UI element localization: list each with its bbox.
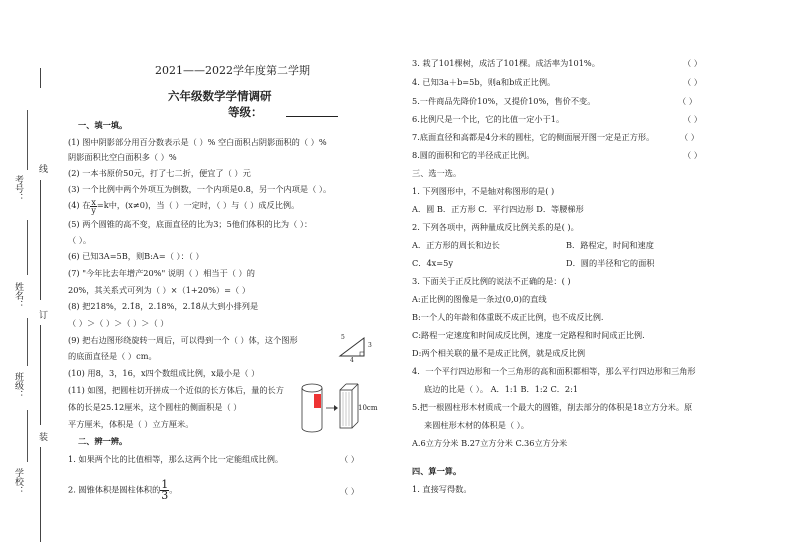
judge-question-2 xyxy=(68,480,178,501)
page-title: 六年级数学学情调研 xyxy=(168,89,272,103)
choice-3-option-d: D:两个相关联的量不是成正比例，就是成反比例 xyxy=(412,348,586,358)
class-label: 班级： xyxy=(13,372,23,399)
calc-question-1: 1. 直接写得数。 xyxy=(412,484,472,494)
seal-label: 线 xyxy=(37,164,47,173)
question-11-line-c: 平方厘米，体积是（ ）立方厘米。 xyxy=(68,419,194,429)
question-1-line-a: (1) 图中阴影部分用百分数表示是（ ）% 空白面积占阴影面积的（ ）% xyxy=(68,137,327,147)
judge-question-2-post: 。 xyxy=(169,484,178,495)
question-7-line-b: 20%，其关系式可列为（ ）×（1+20%）=（ ） xyxy=(68,285,251,295)
question-4-pre: (4) 在 xyxy=(68,200,91,210)
judge-question-2-pre: 2. 圆锥体积是圆柱体积的 xyxy=(68,484,161,495)
binding-line xyxy=(40,68,41,88)
question-5-line-a: (5) 两个圆锥的高不变，底面直径的比为3；5他们体积的比为（ ）： xyxy=(68,219,313,229)
question-11-line-b: 体的长是25.12厘米，这个圆柱的侧面积是（ ） xyxy=(68,402,242,412)
binding-margin xyxy=(0,0,58,558)
triangle-side-label-c: 4 xyxy=(350,357,354,364)
choice-1-options: A．圆 B．正方形 C．平行四边形 D．等腰梯形 xyxy=(412,204,584,214)
question-3: (3) 一个比例中两个外项互为倒数，一个内项是0.8，另一个内项是（ ）。 xyxy=(68,184,332,194)
question-2: (2) 一本书原价50元，打了七二折，便宜了（ ）元 xyxy=(68,168,251,178)
judge-question-1: 1. 如果两个比的比值相等，那么这两个比一定能组成比例。 xyxy=(68,454,284,464)
choice-question-1: 1. 下列图形中，不是轴对称图形的是( ) xyxy=(412,186,555,196)
class-blank[interactable] xyxy=(27,318,28,366)
school-blank[interactable] xyxy=(27,410,28,462)
judge-question-4: 4. 已知3a＋b=5b，则a和b成正比例。 xyxy=(412,77,556,87)
term-heading: 2021——2022学年度第二学期 xyxy=(155,64,310,77)
question-7-line-a: (7) "今年比去年增产20%" 说明（ ）相当于（ ）的 xyxy=(68,268,255,278)
fraction-denominator: y xyxy=(91,205,96,215)
question-9-line-b: 的底面直径是（ ）cm。 xyxy=(68,351,157,361)
triangle-side-label-a: 5 xyxy=(341,334,345,341)
exam-no-blank[interactable] xyxy=(27,110,28,170)
question-10: (10) 用8，3，16，x四个数组成比例，x最小是（ ） xyxy=(68,368,260,378)
choice-question-5-line-b: 来圆柱形木材的体积是（ ）。 xyxy=(424,420,529,430)
judge-question-8: 8.圆的面积和它的半径成正比例。 xyxy=(412,150,535,160)
name-label: 姓名： xyxy=(13,282,23,309)
fraction-one-third xyxy=(160,480,169,501)
choice-2-option-d: D．圆的半径和它的面积 xyxy=(566,258,655,268)
question-9-line-a: (9) 把右边图形绕旋转一周后，可以得到一个（ ）体，这个图形 xyxy=(68,335,298,345)
name-blank[interactable] xyxy=(27,220,28,275)
judge-question-6: 6.比例尺是一个比，它的比值一定小于1。 xyxy=(412,114,565,124)
choice-question-4-line-b: 底边的比是（ ）。 A．1:1 B．1:2 C．2:1 xyxy=(424,384,579,394)
question-1-line-b: 阴影面积比空白面积多（ ）% xyxy=(68,152,177,162)
fraction-denominator: 3 xyxy=(161,489,169,502)
choice-question-4-line-a: 4．一个平行四边形和一个三角形的高和面积都相等，那么平行四边形和三角形 xyxy=(412,366,696,376)
question-4-post: =k中，(x≠0)，当（ ）一定时，（ ）与（ ）成反比例。 xyxy=(96,200,300,210)
question-4 xyxy=(68,198,299,214)
fold-label: 装 xyxy=(37,432,47,441)
right-angle-mark xyxy=(360,352,364,356)
choice-3-option-a: A:正比例的图像是一条过(0,0)的直线 xyxy=(412,294,547,304)
cuboid-edge xyxy=(352,422,358,428)
school-label: 学校： xyxy=(13,468,23,495)
binding-line xyxy=(40,447,41,542)
choice-question-3: 3. 下面关于正反比例的说法不正确的是：( ) xyxy=(412,276,571,286)
exam-no-label: 考号： xyxy=(13,175,23,202)
binding-line xyxy=(40,325,41,425)
judge-answer-7[interactable]: （ ） xyxy=(680,132,699,142)
cuboid-edge xyxy=(352,384,358,390)
choice-question-5-line-a: 5.把一根圆柱形木材质成一个最大的圆锥，削去部分的体积是18立方分米。原 xyxy=(412,402,693,412)
choice-2-option-b: B．路程定，时间和速度 xyxy=(566,240,654,250)
section-4-heading: 四、算一算。 xyxy=(412,466,462,476)
judge-question-3: 3. 栽了101棵树，成活了101棵。成活率为101%。 xyxy=(412,58,600,68)
cylinder-top xyxy=(302,384,322,392)
question-8-line-a: (8) 把218%，2.1̇8，2.18%，2.1̇8̇从大到小排列是 xyxy=(68,301,259,311)
judge-answer-8[interactable]: （ ） xyxy=(683,150,702,160)
choice-3-option-b: B:一个人的年龄和体重既不成正比例，也不成反比例. xyxy=(412,312,604,322)
judge-answer-2[interactable]: （ ） xyxy=(340,486,359,496)
cut-highlight xyxy=(314,394,321,408)
judge-question-7: 7.底面直径和高都是4分米的圆柱，它的侧面展开图一定是正方形。 xyxy=(412,132,655,142)
choice-2-option-c: C．4x=5y xyxy=(412,258,453,268)
cylinder-height-label: 10cm xyxy=(358,404,378,412)
bind-label: 订 xyxy=(37,310,47,319)
choice-question-2: 2. 下列各项中，两种量成反比例关系的是( )。 xyxy=(412,222,579,232)
choice-3-option-c: C:路程一定速度和时间成反比例，速度一定路程和时间成正比例. xyxy=(412,330,645,340)
cuboid-edge xyxy=(340,384,346,390)
grade-label: 等级： xyxy=(228,105,263,119)
section-2-heading: 二、辨一辨。 xyxy=(78,436,128,446)
cylinder-bottom xyxy=(302,428,322,432)
question-8-line-b: （ ）＞（ ）＞（ ）＞（ ） xyxy=(68,318,169,328)
binding-line xyxy=(40,180,41,300)
judge-answer-4[interactable]: （ ） xyxy=(683,77,702,87)
choice-2-option-a: A．正方形的周长和边长 xyxy=(412,240,500,250)
question-6: (6) 已知3A=5B，则B:A=（ ）：（ ） xyxy=(68,251,204,261)
fraction-numerator: x xyxy=(91,197,96,207)
section-3-heading: 三、选一选。 xyxy=(412,168,462,178)
question-5-line-b: （ ）。 xyxy=(68,235,92,245)
question-11-line-a: (11) 如图，把圆柱切开拼成一个近似的长方体后，量的长方 xyxy=(68,385,284,395)
judge-answer-3[interactable]: （ ） xyxy=(683,58,702,68)
judge-question-5: 5.一件商品先降价10%，又提价10%，售价不变。 xyxy=(412,96,596,106)
judge-answer-1[interactable]: （ ） xyxy=(340,454,359,464)
triangle-side-label-b: 3 xyxy=(368,342,372,349)
choice-5-options: A.6立方分米 B.27立方分米 C.36立方分米 xyxy=(412,438,568,448)
arrow-head-icon xyxy=(334,405,338,411)
judge-answer-6[interactable]: （ ） xyxy=(683,114,702,124)
section-1-heading: 一、填一填。 xyxy=(78,120,128,130)
grade-blank[interactable] xyxy=(286,116,338,117)
fraction-numerator: 1 xyxy=(161,478,169,491)
judge-answer-5[interactable]: （ ） xyxy=(678,96,697,106)
